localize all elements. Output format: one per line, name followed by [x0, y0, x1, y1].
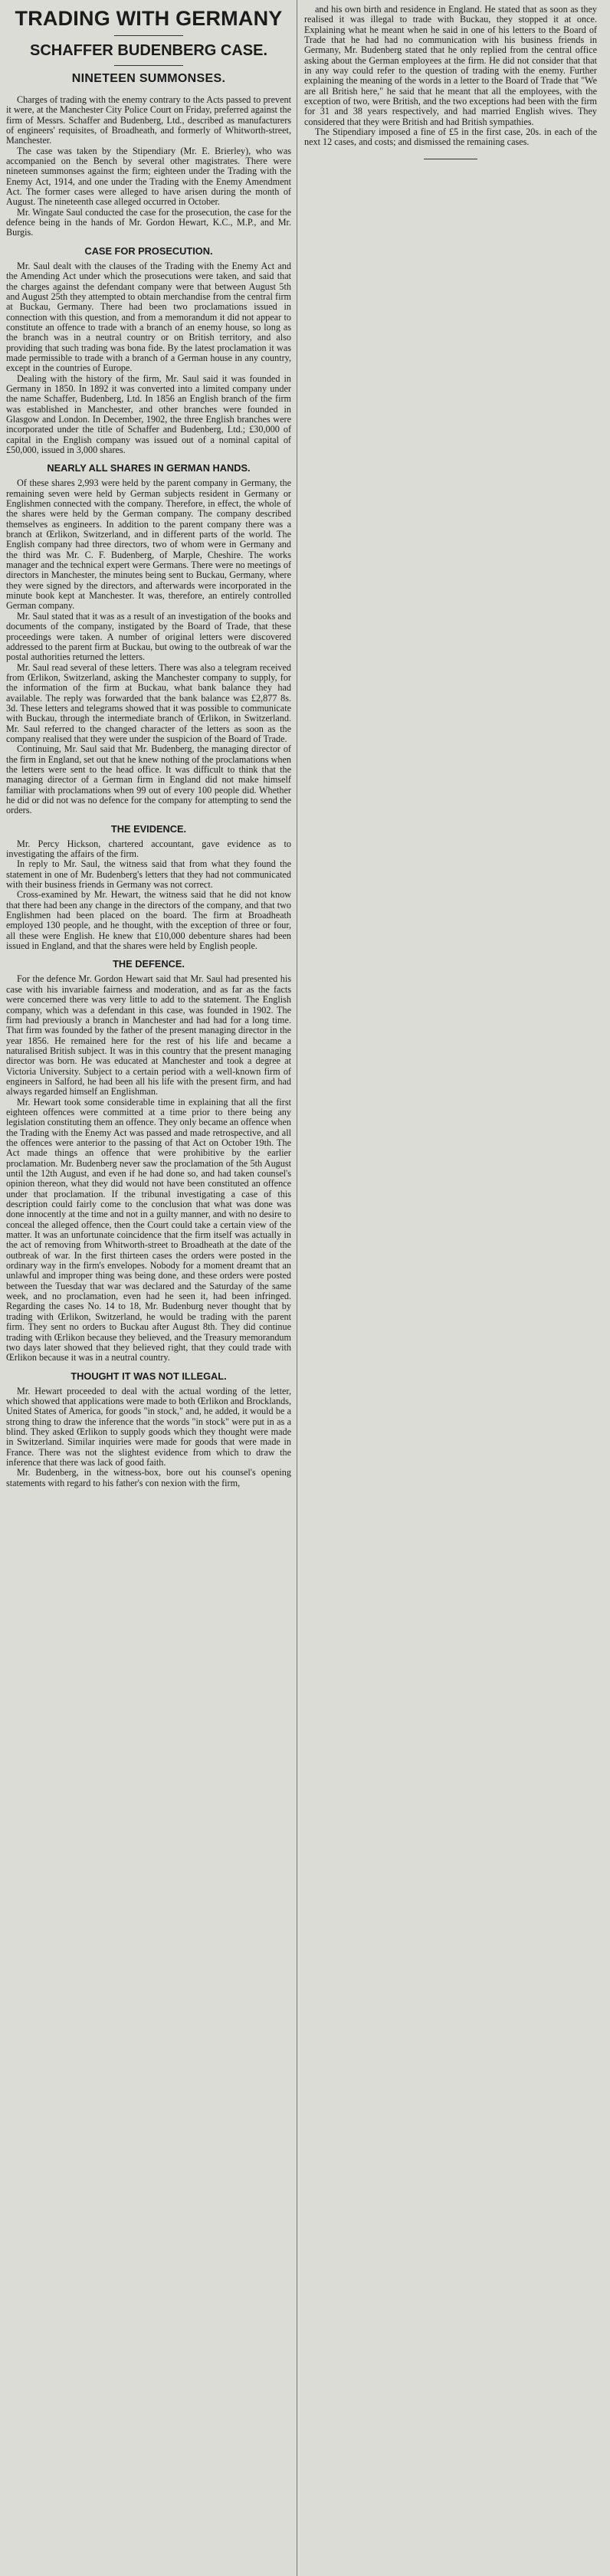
headline-rule — [114, 35, 183, 36]
intro-paragraph: The case was taken by the Stipendiary (Mr. E. Brierley), who was accompanied on the Bench by several other magistrates. There were nineteen summonses against the firm; eighteen under the Trading with the Enemy Act, 1914, and one under the Trading with the Enemy Amendment Act. The former cases were alleged to have arisen during the month of August. The nineteenth case alleged occurred in October. — [6, 145, 291, 208]
body-paragraph: Mr. Saul dealt with the clauses of the Trading with the Enemy Act and the Amending Act under which the prosecutions were taken, and said that the charges against the defendant company were that between August 5th and August 25th they attempted to obtain merchandise from the central firm at Buckau, Germany. There had been two proclamations issued in connection with this question, and from a memorandum it did not appear to constitute an offence to trade with a branch of an enemy house, so long as the branch was in a neutral country or on British territory, and also providing that such trading was bona fide. By the latest proclamation it was made permissible to trade with a branch of a German house in any country, except in the countries of Europe. — [6, 260, 291, 374]
intro-paragraph: Charges of trading with the enemy contrary to the Acts passed to prevent it were, at the Manchester City Police Court on Friday, preferred against the firm of Messrs. Schaffer and Budenberg, Ltd., described as manufacturers of engineers' requisites, of Broadheath, and formerly of Whitworth-street, Manchester. — [6, 94, 291, 146]
section-heading: NEARLY ALL SHARES IN GERMAN HANDS. — [47, 462, 251, 474]
left-column — [6, 5, 291, 1488]
section-heading: THE EVIDENCE. — [110, 822, 187, 835]
subheadline-rule — [114, 65, 183, 66]
secondary-subheadline: NINETEEN SUMMONSES. — [71, 72, 226, 85]
body-paragraph: The Stipendiary imposed a fine of £5 in the first case, 20s. in each of the next 12 cases, and costs; and dismissed the remaining cases. — [304, 126, 597, 148]
body-paragraph: Mr. Hewart proceeded to deal with the actual wording of the letter, which showed that applications were made to both Œrlikon and Brocklands, United States of America, for goods "in stock," and, he added, it would be a strong thing to draw the inference that the words "in stock" were put in as a blind. They asked Œrlikon to supply goods which they thought were made in Switzerland. Similar inquiries were made for goods that were made in France. There was not the slightest evidence from which to draw the inference that there was lack of good faith. — [6, 1385, 291, 1468]
body-paragraph: In reply to Mr. Saul, the witness said that from what they found the statement in one of Mr. Budenberg's letters that they had not communicated with their business friends in Germany was not correct. — [6, 858, 291, 891]
article-section — [6, 244, 291, 456]
article-section — [6, 1370, 291, 1488]
section-heading: CASE FOR PROSECUTION. — [84, 244, 213, 257]
section-heading: THE DEFENCE. — [113, 958, 185, 970]
article-section — [6, 461, 291, 815]
headline: TRADING WITH GERMANY — [15, 7, 283, 30]
body-paragraph: For the defence Mr. Gordon Hewart said that Mr. Saul had presented his case with his invariable fairness and moderation, and as far as the facts were concerned there was very little to add to the statement. The English company, which was a defendant in this case, was founded in 1902. The firm had previously a branch in Manchester and had had for a long time. That firm was founded by the father of the present managing director in the year 1856. He remained here for the rest of his life and became a naturalised British subject. It was in this country that the present managing director was born. He was educated at Manchester and took a degree at Victoria University. Subject to a certain period with a well-known firm of engineers in Salford, he had been all his life with the present firm, and had always regarded himself an Englishman. — [6, 973, 291, 1098]
right-column-paragraphs — [304, 5, 597, 148]
right-column — [304, 5, 597, 159]
intro-paragraph: Mr. Wingate Saul conducted the case for the prosecution, the case for the defence being in the hands of Mr. Gordon Hewart, K.C., M.P., and Mr. Burgis. — [6, 206, 291, 238]
section-heading: THOUGHT IT WAS NOT ILLEGAL. — [71, 1370, 227, 1382]
body-paragraph: Mr. Budenberg, in the witness-box, bore out his counsel's opening statements with regard to his father's con nexion with the firm, — [6, 1467, 291, 1488]
body-paragraph: Dealing with the history of the firm, Mr. Saul said it was founded in Germany in 1850. In 1892 it was converted into a limited company under the name Schaffer, Budenberg, Ltd. In 1856 an English branch of the firm was established in Manchester, and other branches were founded in Glasgow and London. In December, 1902, the three English branches were incorporated under the title of Schaffer and Budenberg, Ltd.; £30,000 of capital in the English company was issued out of a nominal capital of £50,000, issued in 3,000 shares. — [6, 372, 291, 455]
body-paragraph: Mr. Saul stated that it was as a result of an investigation of the books and documents of the company, instigated by the Board of Trade, that these proceedings were taken. A number of original letters were discovered addressed to the parent firm at Buckau, but owing to the outbreak of war the postal authorities returned the letters. — [6, 610, 291, 663]
body-paragraph: Mr. Hewart took some considerable time in explaining that all the first eighteen offences were committed at a time prior to there being any legislation constituting them an offence. They only became an offence when the Trading with the Enemy Act was passed and made retrospective, and all the offences were anterior to the passing of that Act on October 19th. The Act made things an offence that were prohibitive by the earlier proclamation. Mr. Budenberg never saw the proclamation of the 5th August until the 12th August, and even if he had done so, and had taken counsel's opinion thereon, what they did would not have been constituted an offence under that proclamation. If the tribunal investigating a case of this description could fairly come to the conclusion that what was done was done innocently at the time and not in a guilty manner, and with no desire to conceal the alleged offence, then the Court could take a certain view of the matter. It was an unfortunate coincidence that the firm itself was actually in the act of removing from Whitworth-street to Broadheath at the date of the outbreak of war. In the first thirteen cases the orders were posted in the ordinary way in the firm's envelopes. Nobody for a moment dreamt that an unlawful and improper thing was being done, and these orders were posted between the Tuesday that war was declared and the Saturday of the same week, and no proclamation, even had he seen it, had been infringed. Regarding the cases No. 14 to 18, Mr. Budenburg never thought that by trading with Œrlikon, Switzerland, he would be trading with the parent firm. They sent no orders to Buckau after August 8th. They did continue trading with Œrlikon because they believed, and the Treasury memorandum two days later showed that they believed right, that they could trade with Œrlikon because it was in a neutral country. — [6, 1096, 291, 1363]
body-paragraph: Continuing, Mr. Saul said that Mr. Budenberg, the managing director of the firm in England, set out that he knew nothing of the proclamations when the letters were sent to the head office. It was difficult to think that the managing director of a German firm in England did not make himself familiar with proclamations when 99 out of every 100 people did. Whether he did or did not was no defence for the company for attempting to send the orders. — [6, 743, 291, 816]
subheadline: SCHAFFER BUDENBERG CASE. — [29, 42, 268, 59]
body-paragraph: Mr. Saul read several of these letters. There was also a telegram received from Œrlikon, Switzerland, asking the Manchester company to supply, for the information of the firm at Buckau, what bank balance they had available. The reply was forwarded that the bank balance was £2,877 8s. 3d. These letters and telegrams showed that it was possible to communicate with Buckau, through the intermediate branch of Œrlikon, in Switzerland. Mr. Saul referred to the changed character of the letters as soon as the company realised that they were under the suspicion of the Board of Trade. — [6, 661, 291, 744]
body-paragraph: Mr. Percy Hickson, chartered accountant, gave evidence as to investigating the affairs of the firm. — [6, 838, 291, 860]
article-section — [6, 957, 291, 1363]
body-paragraph: and his own birth and residence in England. He stated that as soon as they realised it was illegal to trade with Buckau, they stopped it at once. Explaining what he meant when he said in one of his letters to the Board of Trade that he had had no communication with his business friends in Germany, Mr. Budenberg stated that he only replied from the central office asking about the German employees at the firm. He did not consider that that in any way could refer to the question of trading with the enemy. Further explaining the meaning of the words in a letter to the Board of Trade that "We are all British here," he said that he meant that all the employees, with the exception of two, were British, and the two exceptions had been with the firm for 31 and 38 years respectively, and had married English wives. They considered that they were British and had British sympathies. — [304, 4, 597, 127]
intro-block — [6, 95, 291, 238]
body-paragraph: Cross-examined by Mr. Hewart, the witness said that he did not know that there had been any change in the directors of the company, and that two Englishmen had been placed on the board. The firm at Broadheath employed 130 people, and he thought, with the exception of three or four, all these were English. He knew that £10,000 debenture shares had been issued in England, and that the shares were held by English people. — [6, 889, 291, 952]
article-sections — [6, 244, 291, 1488]
article-section — [6, 822, 291, 952]
body-paragraph: Of these shares 2,993 were held by the parent company in Germany, the remaining seven were held by German subjects resident in Germany or Englishmen connected with the company. Therefore, in effect, the whole of the shares were held by the German company. The company described themselves as engineers. In addition to the parent company there was a branch at Œrlikon, Switzerland, and in different parts of the world. The English company had three directors, two of whom were in Germany and the third was Mr. C. F. Budenberg, of Marple, Cheshire. The works manager and the technical expert were Germans. There were no meetings of directors in Manchester, the minutes being sent to Buckau, Germany, where they were signed by the directors, and afterwards were incorporated in the minute book kept at Manchester. It was, therefore, an entirely controlled German company. — [6, 477, 291, 612]
